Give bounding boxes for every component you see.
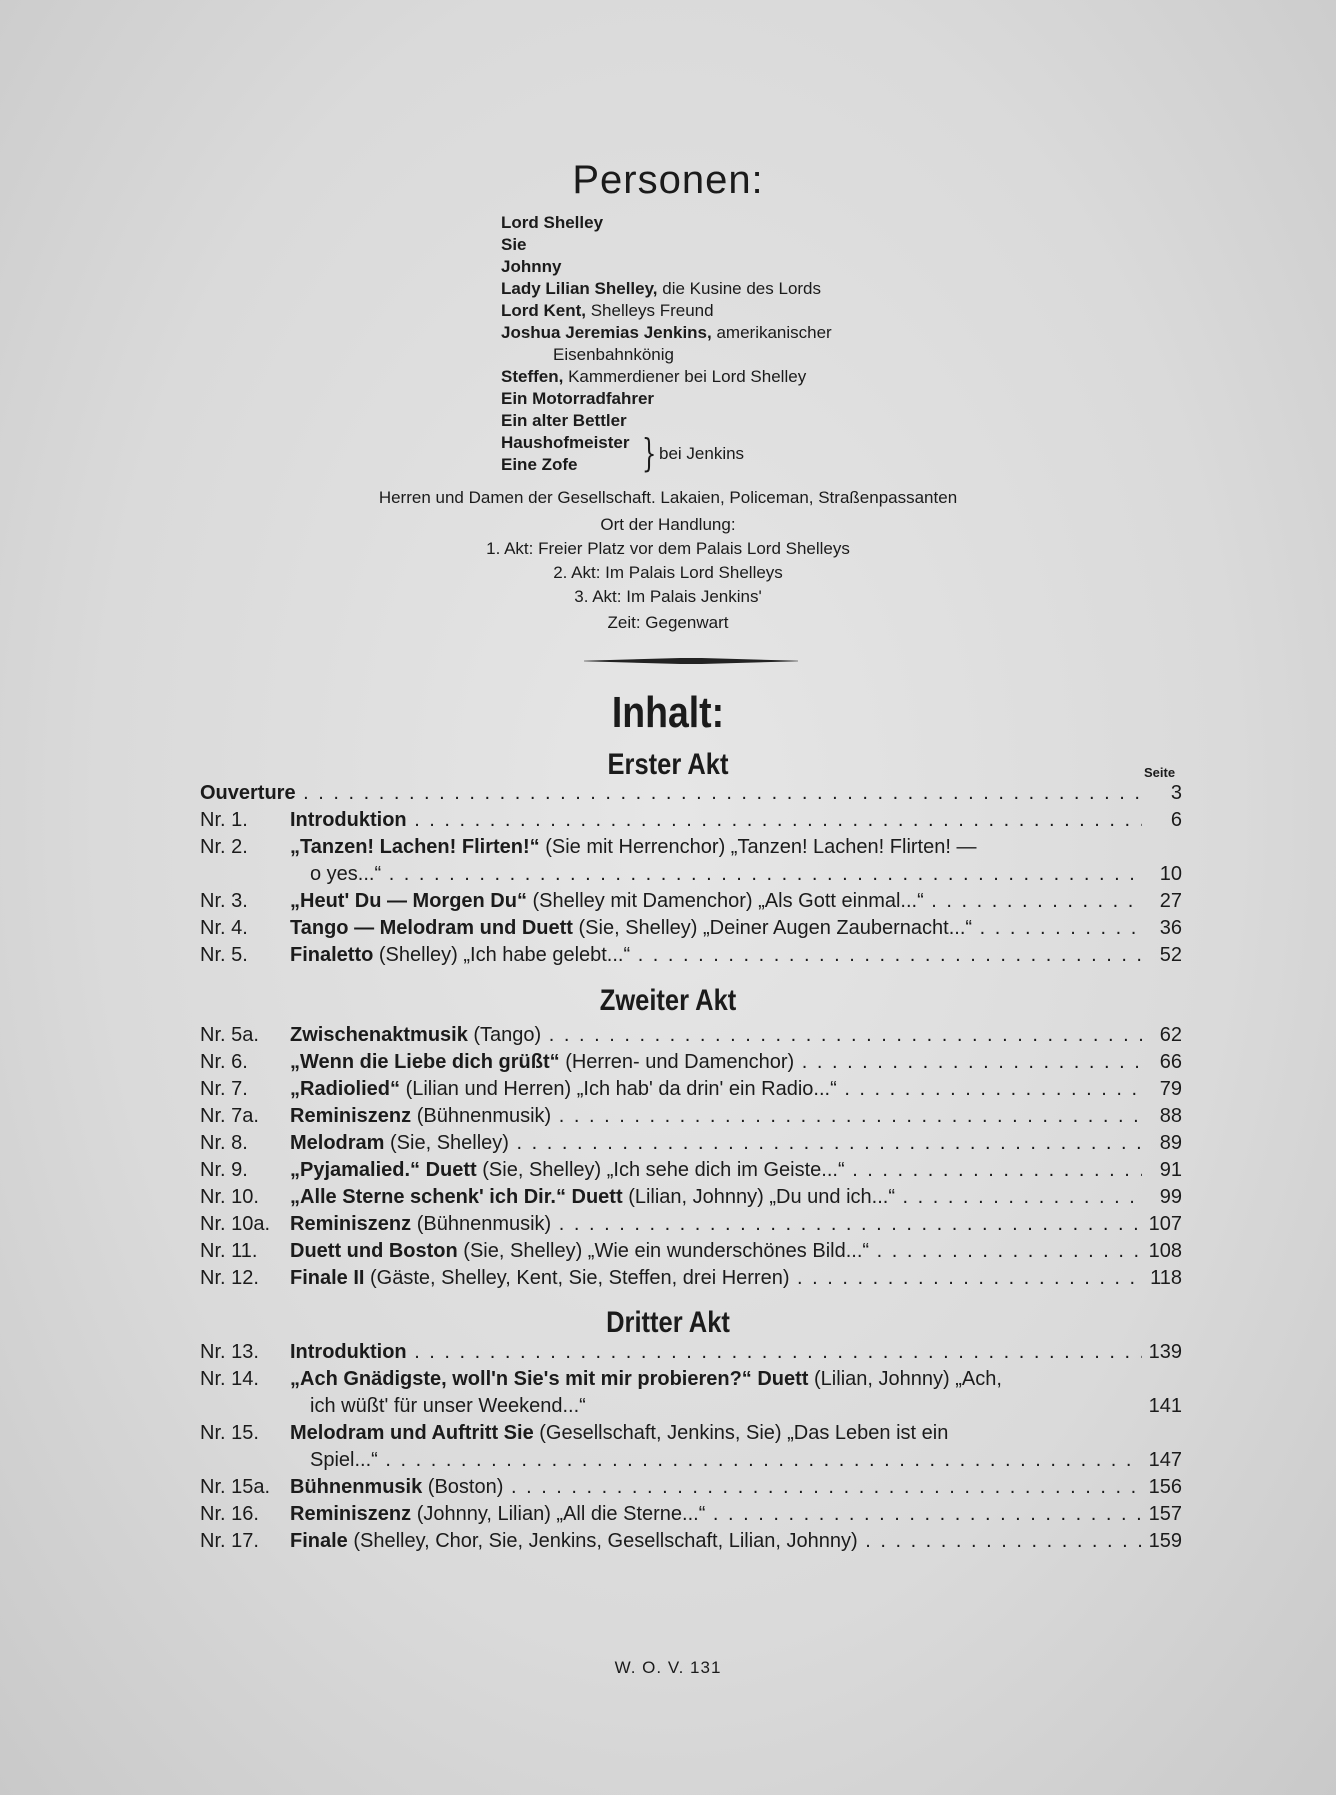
toc-entry: Nr. 15a. Bühnenmusik (Boston) . . . 156 — [200, 1474, 1182, 1501]
toc-entry: Nr. 13. Introduktion . . . 139 — [200, 1339, 1182, 1366]
toc-entry: Nr. 10. „Alle Sterne schenk' ich Dir.“ Duett (Lilian, Johnny) „Du und ich...“ . . . 99 — [200, 1184, 1182, 1211]
cast-list — [501, 212, 832, 476]
act-title: Zweiter Akt — [599, 984, 737, 1017]
toc-entry: Nr. 4. Tango — Melodram und Duett (Sie, Shelley) „Deiner Augen Zaubernacht...“ . . . 36 — [200, 915, 1182, 942]
cast-group-a: Haushofmeister — [501, 433, 630, 452]
cast-row: Lord Kent, Shelleys Freund — [501, 301, 714, 320]
cast-group — [501, 432, 832, 476]
akt3-location: 3. Akt: Im Palais Jenkins' — [574, 587, 762, 606]
brace-icon: } — [641, 431, 657, 475]
toc-entry: Nr. 12. Finale II (Gäste, Shelley, Kent, Sie, Steffen, drei Herren) . . . 118 — [200, 1265, 1182, 1292]
act-title: Erster Akt — [607, 748, 729, 781]
cast-row: Joshua Jeremias Jenkins, amerikanischer — [501, 323, 832, 342]
toc-entry: Nr. 17. Finale (Shelley, Chor, Sie, Jenkins, Gesellschaft, Lilian, Johnny) . . . 159 — [200, 1528, 1182, 1555]
akt2-location: 2. Akt: Im Palais Lord Shelleys — [553, 563, 783, 582]
toc-entry: Nr. 9. „Pyjamalied.“ Duett (Sie, Shelley) „Ich sehe dich im Geiste...“ . . . 91 — [200, 1157, 1182, 1184]
toc-entry: Nr. 8. Melodram (Sie, Shelley) . . . 89 — [200, 1130, 1182, 1157]
toc-act3 — [200, 1339, 1182, 1555]
toc-act1 — [200, 780, 1182, 969]
toc-entry: Nr. 14. „Ach Gnädigste, woll'n Sie's mit mir probieren?“ Duett (Lilian, Johnny) „Ach, — [200, 1368, 1002, 1390]
cast-row: Steffen, Kammerdiener bei Lord Shelley — [501, 367, 807, 386]
toc-entry: Nr. 1. Introduktion . . . 6 — [200, 807, 1182, 834]
cast-row: Eisenbahnkönig — [553, 345, 674, 364]
cast-group-label: bei Jenkins — [659, 444, 745, 463]
ort-title: Ort der Handlung: — [600, 515, 736, 534]
cast-row: Lord Shelley — [501, 213, 604, 232]
toc-entry: Nr. 15. Melodram und Auftritt Sie (Gesellschaft, Jenkins, Sie) „Das Leben ist ein — [200, 1422, 949, 1444]
divider-rule — [584, 658, 798, 664]
cast-row: Ein alter Bettler — [501, 411, 627, 430]
toc-act2 — [200, 1022, 1182, 1292]
cast-row: Johnny — [501, 257, 562, 276]
toc-entry: Nr. 7. „Radiolied“ (Lilian und Herren) „Ich hab' da drin' ein Radio...“ . . . 79 — [200, 1076, 1182, 1103]
act-title: Dritter Akt — [606, 1306, 730, 1339]
toc-entry: Nr. 5a. Zwischenaktmusik (Tango) . . . 62 — [200, 1022, 1182, 1049]
toc-entry: Nr. 3. „Heut' Du — Morgen Du“ (Shelley mit Damenchor) „Als Gott einmal...“ . . . 27 — [200, 888, 1182, 915]
toc-entry: Nr. 5. Finaletto (Shelley) „Ich habe gelebt...“ . . . 52 — [200, 942, 1182, 969]
toc-entry: Nr. 11. Duett und Boston (Sie, Shelley) „Wie ein wunderschönes Bild...“ . . . 108 — [200, 1238, 1182, 1265]
seite-label: Seite — [1144, 765, 1176, 780]
akt1-location: 1. Akt: Freier Platz vor dem Palais Lord Shelleys — [486, 539, 850, 558]
toc-entry: Nr. 2. „Tanzen! Lachen! Flirten!“ (Sie mit Herrenchor) „Tanzen! Lachen! Flirten! — — [200, 836, 977, 858]
toc-entry: Ouverture . . . 3 — [200, 780, 1182, 807]
inhalt-title: Inhalt: — [611, 688, 725, 737]
zeit-line: Zeit: Gegenwart — [607, 613, 729, 632]
toc-entry-continuation: Spiel...“ . . . 147 — [200, 1447, 1182, 1474]
personen-title: Personen: — [572, 158, 764, 202]
toc-entry: Nr. 16. Reminiszenz (Johnny, Lilian) „All die Sterne...“ . . . 157 — [200, 1501, 1182, 1528]
cast-row: Sie — [501, 235, 527, 254]
cast-row: Lady Lilian Shelley, die Kusine des Lords — [501, 279, 822, 298]
chorus-line: Herren und Damen der Gesellschaft. Lakaien, Policeman, Straßenpassanten — [378, 488, 958, 507]
toc-entry-continuation: o yes...“ . . . 10 — [200, 861, 1182, 888]
toc-entry: Nr. 7a. Reminiszenz (Bühnenmusik) . . . 88 — [200, 1103, 1182, 1130]
cast-row: Ein Motorradfahrer — [501, 389, 655, 408]
cast-group-b: Eine Zofe — [501, 455, 578, 474]
toc-entry-continuation: ich wüßt' für unser Weekend...“ 141 — [310, 1395, 1182, 1417]
toc-entry: Nr. 6. „Wenn die Liebe dich grüßt“ (Herren- und Damenchor) . . . 66 — [200, 1049, 1182, 1076]
toc-entry: Nr. 10a. Reminiszenz (Bühnenmusik) . . . 107 — [200, 1211, 1182, 1238]
publisher-footer: W. O. V. 131 — [614, 1658, 722, 1677]
